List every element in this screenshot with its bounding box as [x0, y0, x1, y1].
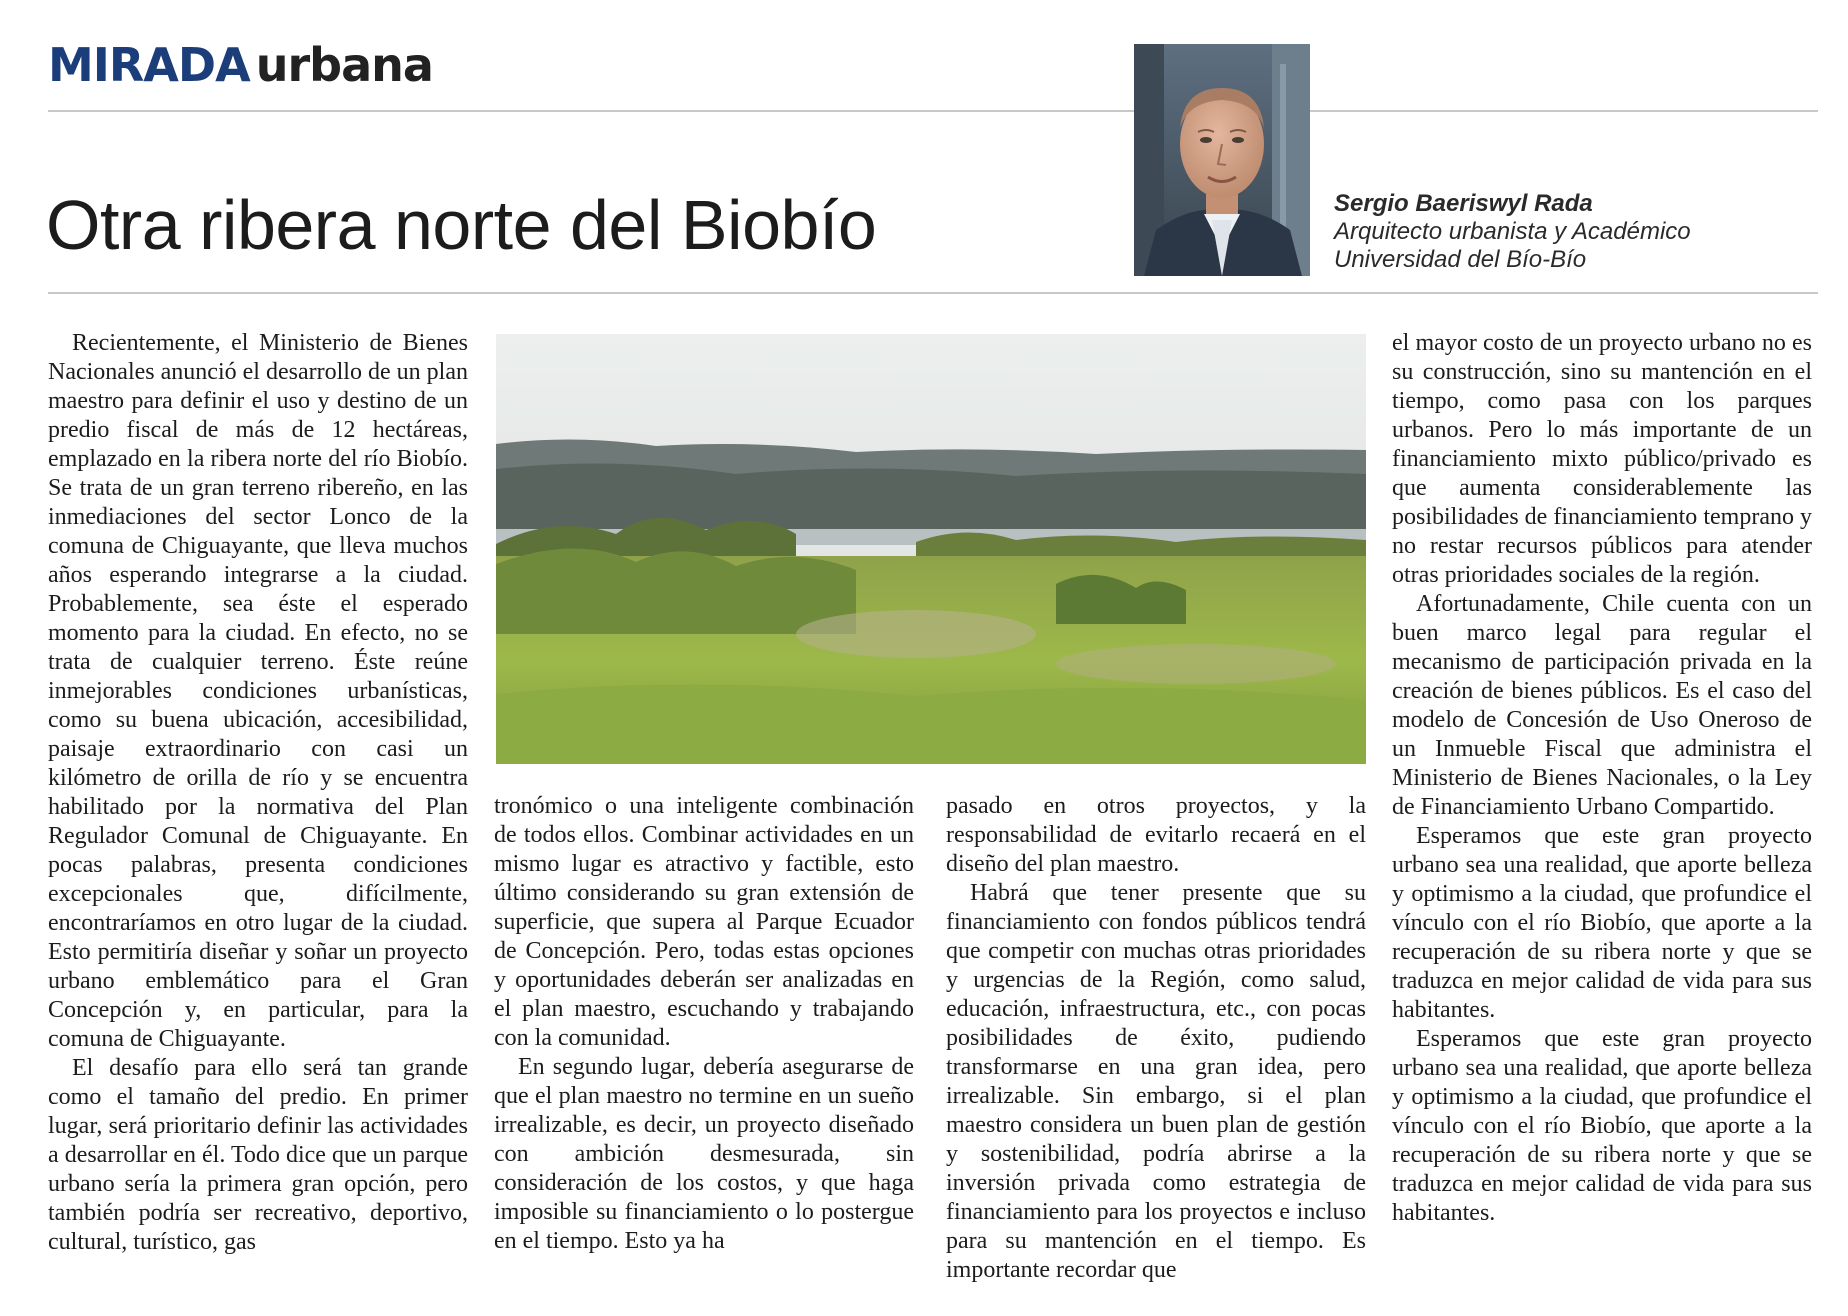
headline: Otra ribera norte del Biobío	[46, 186, 877, 264]
article-column-4	[1392, 329, 1812, 1228]
headline-rule	[48, 292, 1818, 294]
author-name: Sergio Baeriswyl Rada	[1334, 190, 1593, 217]
section-title-secondary: urbana	[255, 38, 433, 92]
riverbank-photo	[496, 334, 1366, 764]
article-column-2	[494, 792, 914, 1256]
paragraph: tronómico o una inteligente combinación de todos ellos. Combinar actividades en un mismo lugar es atractivo y factible, esto último considerando su gran extensión de superficie, que supera al Parque Ecuador de Concepción. Pero, todas estas opciones y oportunidades deberán ser analizadas en el plan maestro, escuchando y trabajando con la comunidad.	[494, 793, 914, 1051]
paragraph: Habrá que tener presente que su financiamiento con fondos públicos tendrá que competir con muchas otras prioridades y urgencias de la Región, como salud, educación, infraestructura, etc., con pocas posibilidades de éxito, pudiendo transformarse en una gran idea, pero irrealizable. Sin embargo, si el plan maestro considera un buen plan de gestión y sostenibilidad, podría abrirse a la inversión privada como estrategia de financiamiento para los proyectos e incluso para su mantención en el tiempo. Es importante recordar que	[946, 880, 1366, 1283]
paragraph: Afortunadamente, Chile cuenta con un buen marco legal para regular el mecanismo de participación privada en la creación de bienes públicos. Es el caso del modelo de Concesión de Uso Oneroso de un Inmueble Fiscal que administra el Ministerio de Bienes Nacionales, o la Ley de Financiamiento Urbano Compartido.	[1392, 591, 1812, 820]
author-portrait	[1134, 44, 1310, 276]
author-affiliation: Universidad del Bío-Bío	[1334, 246, 1587, 273]
author-role: Arquitecto urbanista y Académico	[1334, 218, 1691, 245]
author-byline	[1334, 190, 1691, 274]
paragraph: Recientemente, el Ministerio de Bienes Nacionales anunció el desarrollo de un plan maestro para definir el uso y destino de un predio fiscal de más de 12 hectáreas, emplazado en la ribera norte del río Biobío. Se trata de un gran terreno ribereño, en las inmediaciones del sector Lonco de la comuna de Chiguayante, que lleva muchos años esperando integrarse a la ciudad. Probablemente, sea éste el esperado momento para la ciudad. En efecto, no se trata de cualquier terreno. Éste reúne inmejorables condiciones urbanísticas, como su buena ubicación, accesibilidad, paisaje extraordinario con casi un kilómetro de orilla de río y se encuentra habilitado por la normativa del Plan Regulador Comunal de Chiguayante. En pocas palabras, presenta condiciones excepcionales que, difícilmente, encontraríamos en otro lugar de la ciudad. Esto permitiría diseñar y soñar un proyecto urbano emblemático para el Gran Concepción y, en particular, para la comuna de Chiguayante.	[48, 330, 468, 1052]
paragraph: El desafío para ello será tan grande como el tamaño del predio. En primer lugar, será prioritario definir las actividades a desarrollar en él. Todo dice que un parque urbano sería la primera gran opción, pero también podría ser recreativo, deportivo, cultural, turístico, gas	[48, 1055, 468, 1255]
article-column-3	[946, 792, 1366, 1285]
paragraph: Esperamos que este gran proyecto urbano sea una realidad, que aporte belleza y optimismo a la ciudad, que profundice el vínculo con el río Biobío, que aporte a la recuperación de su ribera norte y que se traduzca en mejor calidad de vida para sus habitantes.	[1392, 1026, 1812, 1226]
section-title	[48, 38, 433, 92]
paragraph: pasado en otros proyectos, y la responsabilidad de evitarlo recaerá en el diseño del plan maestro.	[946, 793, 1366, 877]
section-title-primary: MIRADA	[48, 38, 250, 92]
article-column-1	[48, 329, 468, 1257]
header-rule	[48, 110, 1818, 112]
paragraph: En segundo lugar, debería asegurarse de que el plan maestro no termine en un sueño irrealizable, es decir, un proyecto diseñado con ambición desmesurada, sin consideración de los costos, y que haga imposible su financiamiento o lo postergue en el tiempo. Esto ya ha	[494, 1054, 914, 1254]
paragraph: Esperamos que este gran proyecto urbano sea una realidad, que aporte belleza y optimismo a la ciudad, que profundice el vínculo con el río Biobío, que aporte a la recuperación de su ribera norte y que se traduzca en mejor calidad de vida para sus habitantes.	[1392, 823, 1812, 1023]
paragraph: el mayor costo de un proyecto urbano no es su construcción, sino su mantención en el tiempo, como pasa con los parques urbanos. Pero lo más importante de un financiamiento mixto público/privado es que aumenta considerablemente las posibilidades de financiamiento temprano y no restar recursos públicos para atender otras prioridades sociales de la región.	[1392, 330, 1812, 588]
